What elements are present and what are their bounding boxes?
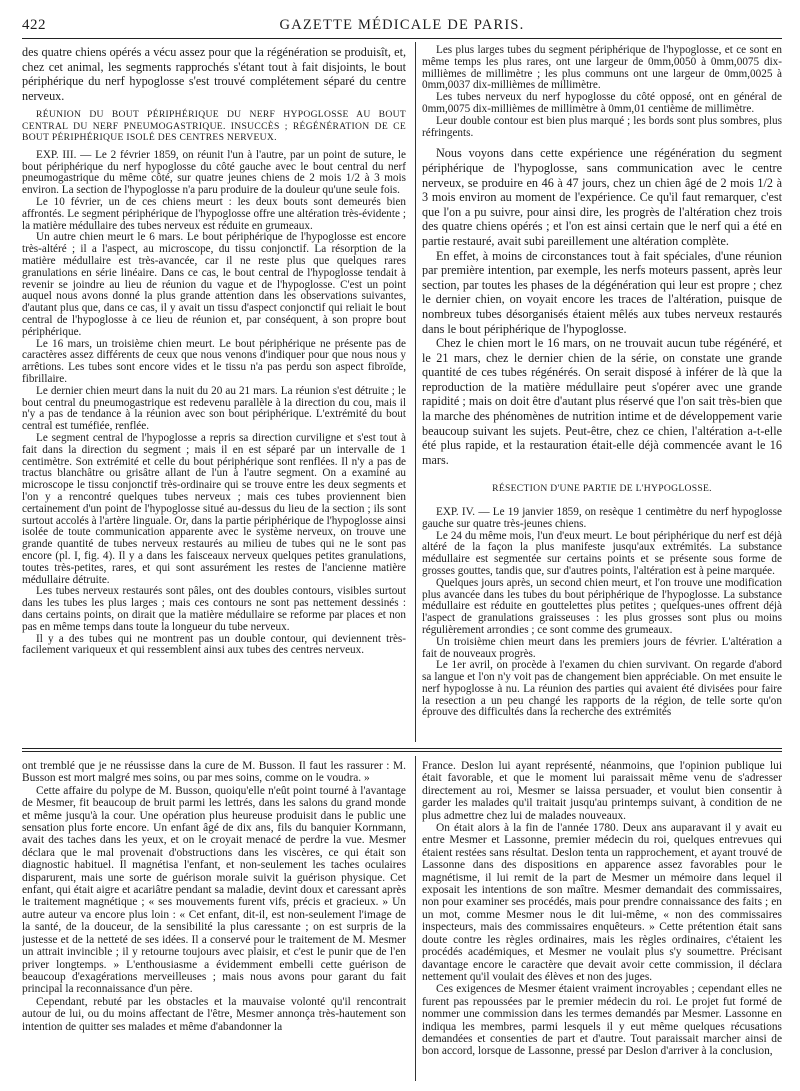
paragraph: On était alors à la fin de l'année 1780. Deux ans auparavant il y avait eu entre Mesmer et Lassonne, premier médecin du roi, quelques entrevues qui étaient restées sans résultat. Deslon tenta un rapprochement, et ayant trouvé de Lassonne dans des dispositions en apparence assez favorables pour le magnétisme, il lui remit de la part de Mesmer un mémoire dans lequel il exposait les intentions de son maître. Mesmer demandait des commissaires, non pour examiner ses procédés, mais pour prendre connaissance des faits ; en un mot, comme Mesmer nous le dit lui-même, « non des commissaires inspecteurs, mais des commissaires enquêteurs. » Cette prétention était sans doute contre les règles ordinaires, mais les règles ordinaires, c'étaient les procédés académiques, et Mesmer ne voulait plus s'y soumettre. Précisant davantage encore le caractère que devait avoir cette commission, il déclara nettement qu'il voulait des élèves et non des juges. — [422, 822, 782, 983]
feuilleton-left-column — [22, 760, 406, 1081]
paragraph: France. Deslon lui ayant représenté, néanmoins, que l'opinion publique lui était favorable, et que le moment lui paraissait même venu de s'adresser directement au roi, Mesmer se laissa persuader, et voulut bien consentir à garder les malades qu'il traitait jusqu'au printemps suivant, à condition de ne plus admettre chez lui de malades nouveaux. — [422, 760, 782, 822]
experiment-text: — Le 2 février 1859, on réunit l'un à l'autre, par un point de suture, le bout périphérique du nerf hypoglosse du côté gauche avec le bout central du nerf pneumogastrique du même côté, sur quatre jeunes chiens de 2 mois 1/2 à 3 mois environ. La section de l'hypoglosse n'a paru produire de la douleur qu'une seule fois. — [22, 148, 406, 197]
paragraph: Nous voyons dans cette expérience une régénération du segment périphérique de l'hypoglosse, sans communication avec le centre nerveux, se produire en 46 à 47 jours, chez un chien âgé de 2 mois 1/2 à 3 mois environ au moment de l'expérience. Ce qu'il faut remarquer, c'est que l'on a pu suivre, pour ainsi dire, les progrès de l'altération chez trois des quatre chiens opérés ; et l'on est ainsi certain que le nerf qui a été en partie restauré, avait subi pareillement une altération complète. — [422, 146, 782, 248]
feuilleton-rule — [22, 748, 782, 749]
paragraph: Cependant, rebuté par les obstacles et la mauvaise volonté qu'il rencontrait autour de lui, ou du moins affectant de l'être, Mesmer annonça très-hautement son intention de quitter ses malades et même d'abandonner la — [22, 995, 406, 1033]
page-number: 422 — [22, 17, 46, 33]
paragraph: Le segment central de l'hypoglosse a repris sa direction curviligne et s'est tout à fait dans la direction du segment ; mais il en est séparé par un intervalle de 1 centimètre. Son extrémité et celle du bout périphérique sont renflées. Il n'y a pas de tractus blanchâtre ou grisâtre allant de l'un à l'autre segment. On a examiné au microscope le tissu conjonctif très-ordinaire qui se trouve entre les deux segments et l'on y a rencontré quelques tubes nerveux ; mais ces tubes proviennent bien certainement d'un point de l'hypoglosse situé au-dessus du lieu de la section ; ils sont surtout accolés à l'artère linguale. Or, dans la partie périphérique de l'hypoglosse ainsi isolée de toute communication apparente avec le système nerveux, on trouve une grande quantité de tubes nerveux restaurés au milieu de tubes qui ne le sont pas encore (pl. I, fig. 4). Il y a dans les faisceaux nerveux quelques petites granulations, toutes très-petites, rares, et qui sont assurément les restes de l'ancienne matière médullaire détruite. — [22, 432, 406, 586]
right-column — [422, 45, 782, 745]
feuilleton-rule — [22, 751, 782, 752]
feuilleton-right-column — [422, 760, 782, 1081]
experiment-paragraph — [422, 507, 782, 531]
paragraph: Leur double contour est bien plus marqué ; les bords sont plus sombres, plus réfringents. — [422, 114, 782, 139]
experiment-text: — Le 19 janvier 1859, on resèque 1 centimètre du nerf hypoglosse gauche sur quatre très-jeunes chiens. — [422, 505, 782, 530]
column-divider — [415, 42, 416, 742]
paragraph: ont tremblé que je ne réussisse dans la cure de M. Busson. Il faut les rassurer : M. Busson est mort malgré mes soins, ou par mes soins, comme on le voudra. » — [22, 760, 406, 785]
paragraph: Le dernier chien meurt dans la nuit du 20 au 21 mars. La réunion s'est détruite ; le bout central du pneumogastrique est redevenu parallèle à la direction du cou, mais il n'y a pas de tendance à la réunion avec son bout périphérique. L'extrémité du bout central est tuméfiée, renflée. — [22, 384, 406, 433]
experiment-paragraph — [22, 150, 406, 197]
section-heading: RÉSECTION D'UNE PARTIE DE L'HYPOGLOSSE. — [492, 483, 712, 495]
paragraph: Un autre chien meurt le 6 mars. Le bout périphérique de l'hypoglosse est encore très-altéré ; il a l'aspect, au microscope, du tissu conjonctif. La résorption de la matière médullaire est très-avancée, car il ne reste plus que quelques rares granulations en série linéaire. Dans ce cas, le bout central de l'hypoglosse tendait à revenir se joindre au lieu de réunion du vague et de l'hypoglosse. C'est un point auquel nous avons donné la plus grande attention dans les observations suivantes, d'autant plus que, dans ce cas, il y avait un tissu d'aspect conjonctif qui reliait le bout central de l'hypoglosse à ce lieu de réunion et, par conséquent, à son propre bout périphérique. — [22, 231, 406, 338]
paragraph: Un troisième chien meurt dans les premiers jours de février. L'altération a fait de nouveaux progrès. — [422, 635, 782, 660]
paragraph: Chez le chien mort le 16 mars, on ne trouvait aucun tube régénéré, et le 21 mars, chez le dernier chien de la série, on constate une grande quantité de ces tubes régénérés. On serait disposé à inférer de là que la reproduction de la matière médullaire peut s'opérer avec une grande rapidité ; mais on doit être d'autant plus réservé que l'on sait très-bien que la marche des phénomènes de nutrition intime et de développement varie beaucoup suivant les sujets. Peut-être, chez ce chien, l'altération a-t-elle été plus rapide, et la restauration était-elle déjà commencée avant le 16 mars. — [422, 336, 782, 467]
paragraph: En effet, à moins de circonstances tout à fait spéciales, d'une réunion par première intention, par exemple, les nerfs moteurs passent, après leur section, par toutes les phases de la dégénération qui leur est propre ; chez le dernier chien, on voyait encore les traces de l'altération, puisque de nombreux tubes désorganisés étaient mêlés aux tubes nerveux restaurés dans le bout périphérique de l'hypoglosse. — [422, 248, 782, 336]
paragraph: des quatre chiens opérés a vécu assez pour que la régénération se produisît, et, chez cet animal, les segments rapprochés s'étant tout à fait disjoints, le bout périphérique du nerf hypoglosse s'est trouvé complétement séparé du centre nerveux. — [22, 45, 406, 103]
paragraph: Le 1er avril, on procède à l'examen du chien survivant. On regarde d'abord sa langue et l'on n'y voit pas de changement bien appréciable. On met ensuite le nerf hypoglosse à nu. La réunion des parties qui avaient été divisées pour faire la resection a un peu changé les rapports de la région, de telle sorte qu'on éprouve des difficultés dans la recherche des extrémités — [422, 659, 782, 719]
feuilleton-divider — [415, 756, 416, 1081]
paragraph: Les plus larges tubes du segment périphérique de l'hypoglosse, et ce sont en même temps les plus rares, ont une largeur de 0mm,0050 à 0mm,0075 dix-millièmes de millimètre ; les plus communs ont une largeur de 0mm,0025 à 0mm,0037 dix-millièmes de millimètre. — [422, 45, 782, 92]
paragraph: Les tubes nerveux du nerf hypoglosse du côté opposé, ont en général de 0mm,0075 dix-millièmes de millimètre à 0mm,01 centième de millimètre. — [422, 91, 782, 115]
experiment-label: EXP. III. — [36, 148, 77, 161]
paragraph: Le 24 du même mois, l'un d'eux meurt. Le bout périphérique du nerf est déjà altéré de la façon la plus manifeste jusqu'aux extrémités. La substance médullaire est segmentée sur certains points et se présente sous forme de grosses gouttes, tandis que, sur d'autres points, l'altération est à peine marquée. — [422, 529, 782, 577]
paragraph: Il y a des tubes qui ne montrent pas un double contour, qui deviennent très-facilement variqueux et qui ressemblent ainsi aux tubes des centres nerveux. — [22, 632, 406, 657]
paragraph: Ces exigences de Mesmer étaient vraiment incroyables ; cependant elles ne furent pas repoussées par le premier médecin du roi. Le projet fut formé de nommer une commission dans les termes demandés par Mesmer. Lassonne en indiqua les membres, parmi lesquels il y eut même quelques récusations demandées et consenties de part et d'autre. Tout paraissait marcher ainsi de bon accord, lorsque de Lassonne, pressé par Deslon d'arriver à la conclusion, — [422, 983, 782, 1058]
section-heading: RÉUNION DU BOUT PÉRIPHÉRIQUE DU NERF HYPOGLOSSE AU BOUT CENTRAL DU NERF PNEUMOGASTRIQUE. INSUCCÈS ; RÉGÉNÉRATION DE CE BOUT PÉRIPHÉRIQUE ISOLÉ DES CENTRES NERVEUX. — [22, 109, 406, 144]
running-title: GAZETTE MÉDICALE DE PARIS. — [279, 17, 525, 33]
left-column — [22, 45, 406, 745]
paragraph: Les tubes nerveux restaurés sont pâles, ont des doubles contours, visibles surtout dans les tubes les plus larges ; mais ces contours ne sont pas nettement dessinés : dans certains points, on dirait que la matière médullaire se reforme par places et non pas en même temps dans toute la longueur du tube nerveux. — [22, 585, 406, 633]
experiment-label: EXP. IV. — [436, 505, 476, 518]
paragraph: Cette affaire du polype de M. Busson, quoiqu'elle n'eût point tourné à l'avantage de Mesmer, fit beaucoup de bruit parmi les lettrés, dans les salons du grand monde et même jusqu'à la cour. Une opération plus heureuse produisit dans le public une sensation plus forte encore. Un enfant âgé de dix ans, fils du banquier Kornmann, avait des taches dans les yeux, et on le croyait menacé de perdre la vue. Mesmer déclara que le mal provenait d'obstructions dans les viscères, ce qui était son diagnostic habituel. Il magnétisa l'enfant, et non-seulement les taches oculaires disparurent, mais une sorte de guérison morale suivit la guérison physique. Cet enfant, qui était aigre et acariâtre pendant sa maladie, devint doux et caressant après le traitement magnétique ; « ses mouvements furent vifs, précis et gracieux. » Un autre auteur va encore plus loin : « Cet enfant, dit-il, est non-seulement l'image de la santé, de la douceur, de la sensibilité la plus caressante ; on est surpris de la justesse et de la netteté de ses idées. Il a conservé pour le traitement de M. Mesmer un attrait invincible ; il y retourne toujours avec plaisir, et c'est le punir que de l'en priver longtemps. » L'enthousiasme a évidemment embelli cette guérison de beaucoup d'exagérations merveilleuses ; mais nous avons pour garant du fait principal la reconnaissance d'un père. — [22, 784, 406, 996]
header-rule — [22, 38, 782, 39]
running-header — [22, 14, 782, 36]
journal-page — [22, 8, 782, 1083]
paragraph: Le 16 mars, un troisième chien meurt. Le bout périphérique ne présente pas de caractères assez différents de ceux que nous venons d'indiquer pour que nous nous y arrêtions. Les tubes sont encore vides et le tissu n'a pas perdu son aspect fibroïde, fibrillaire. — [22, 337, 406, 386]
paragraph: Quelques jours après, un second chien meurt, et l'on trouve une modification plus avancée dans les tubes du bout périphérique de l'hypoglosse. La substance médullaire est réduite en gouttelettes plus petites ; quelques-unes offrent déjà l'aspect de granulations graisseuses : les plus grosses sont plus ou moins régulièrement arrondies ; ce sont comme des grumeaux. — [422, 576, 782, 636]
paragraph: Le 10 février, un de ces chiens meurt : les deux bouts sont demeurés bien affrontés. Le segment périphérique de l'hypoglosse offre une altération très-évidente ; la matière médullaire des tubes nerveux est réduite en grumeaux. — [22, 196, 406, 232]
